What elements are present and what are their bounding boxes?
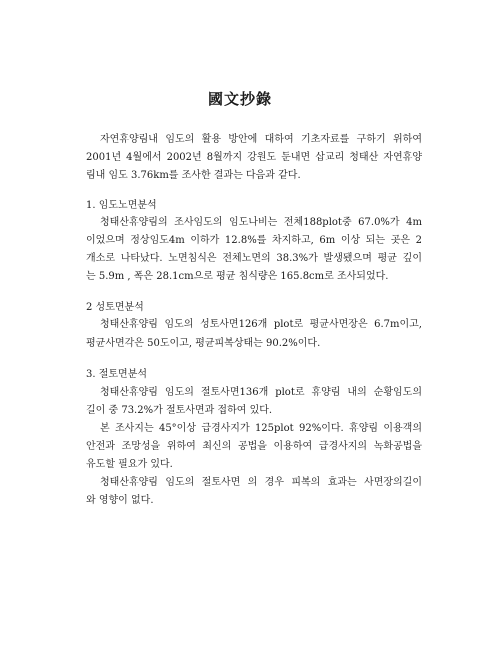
intro-line: 자연휴양림내 임도의 활용 방안에 대하여 기초자료를 구하기 위하여 (100, 134, 422, 145)
section-line: 청태산휴양림 임도의 성토사면126개 plot로 평균사면장은 6.7m이고, (100, 319, 422, 330)
section-line: 안전과 조망성을 위하여 최신의 공법을 이용하여 급경사지의 녹화공법을 (86, 441, 422, 452)
intro-line: 림내 임도 3.76km를 조사한 결과는 다음과 같다. (86, 170, 301, 181)
section-line: 청태산휴양림 임도의 절토사면 의 경우 피복의 효과는 사면장의길이 (100, 477, 422, 488)
section-heading: 2 성토면분석 (86, 302, 144, 313)
section-line: 청태산휴양림의 조사임도의 임도나비는 전체188plot중 67.0%가 4m (100, 217, 422, 228)
intro-line: 2001년 4월에서 2002년 8월까지 강원도 둔내면 삽교리 청태산 자연휴양 (86, 152, 422, 163)
section-line: 본 조사지는 45°이상 급경사지가 125plot 92%이다. 휴양림 이용객의 (100, 423, 422, 434)
section-heading: 3. 절토면분석 (86, 369, 148, 380)
section-line: 평균사면각은 50도이고, 평균피복상태는 90.2%이다. (86, 338, 321, 349)
section-line: 개소로 나타났다. 노면침식은 전체노면의 38.3%가 발생됐으며 평균 깊이 (86, 253, 422, 264)
section-line: 는 5.9m , 폭은 28.1cm으로 평균 침식량은 165.8cm로 조사되었다. (86, 271, 389, 282)
section-line: 유도할 필요가 있다. (86, 459, 173, 470)
section-line: 이었으며 정상임도4m 이하가 12.8%를 차지하고, 6m 이상 되는 곳은 2 (86, 235, 422, 246)
page-title: 國文抄錄 (207, 90, 272, 108)
section-line: 와 영향이 없다. (86, 495, 154, 506)
section-line: 길이 중 73.2%가 절토사면과 접하여 있다. (86, 405, 273, 416)
section-line: 청태산휴양림 임도의 절토사면136개 plot로 휴양림 내의 순황임도의 (100, 387, 422, 398)
section-heading: 1. 임도노면분석 (86, 200, 157, 211)
